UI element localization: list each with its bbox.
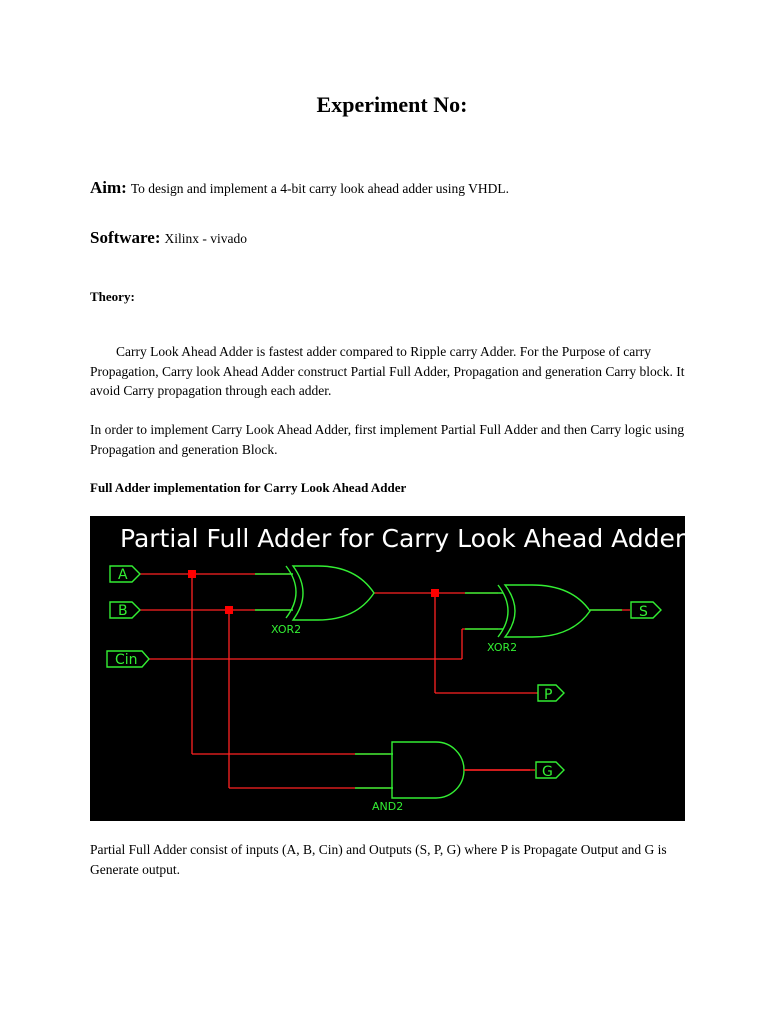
circuit-svg	[90, 516, 685, 821]
port-p-label: P	[544, 687, 553, 703]
junction-a	[188, 570, 196, 578]
theory-heading: Theory:	[90, 289, 135, 304]
and-label: AND2	[372, 800, 404, 813]
software-line	[90, 228, 247, 248]
port-s-label: S	[639, 604, 648, 620]
port-g-label: G	[542, 764, 553, 780]
aim-label: Aim:	[90, 178, 127, 197]
xor2-label: XOR2	[487, 641, 518, 654]
xor1-label: XOR2	[271, 623, 302, 636]
junction-b	[225, 606, 233, 614]
wires	[140, 574, 630, 788]
theory-paragraph-1: Carry Look Ahead Adder is fastest adder compared to Ripple carry Adder. For the Purpose of carry Propagation, Carry look Ahead Adder construct Partial Full Adder, Propagation and generation Carry block. It avoid Carry propagation through each adder.	[90, 344, 685, 398]
port-cin-label: Cin	[115, 652, 138, 668]
junction-p	[431, 589, 439, 597]
partial-full-adder-diagram	[90, 516, 685, 821]
port-a-label: A	[118, 567, 128, 583]
software-text: Xilinx - vivado	[164, 231, 247, 246]
caption-paragraph: Partial Full Adder consist of inputs (A, B, Cin) and Outputs (S, P, G) where P is Propagate Output and G is Generate output.	[90, 842, 667, 877]
and-body	[392, 742, 464, 798]
aim-text: To design and implement a 4-bit carry look ahead adder using VHDL.	[130, 181, 510, 196]
page-title: Experiment No:	[316, 92, 468, 117]
gates	[255, 566, 622, 798]
figure-heading: Full Adder implementation for Carry Look Ahead Adder	[90, 480, 407, 495]
output-ports	[536, 602, 661, 778]
xor2-body	[505, 585, 590, 637]
aim-line	[90, 178, 509, 198]
software-label: Software:	[90, 228, 161, 247]
junctions	[188, 570, 439, 614]
xor1-body	[293, 566, 374, 620]
port-b-label: B	[118, 603, 128, 619]
theory-paragraph-2: In order to implement Carry Look Ahead Adder, first implement Partial Full Adder and then Carry logic using Propagation and generation Block.	[90, 422, 685, 457]
diagram-title: Partial Full Adder for Carry Look Ahead Adder	[120, 524, 685, 553]
